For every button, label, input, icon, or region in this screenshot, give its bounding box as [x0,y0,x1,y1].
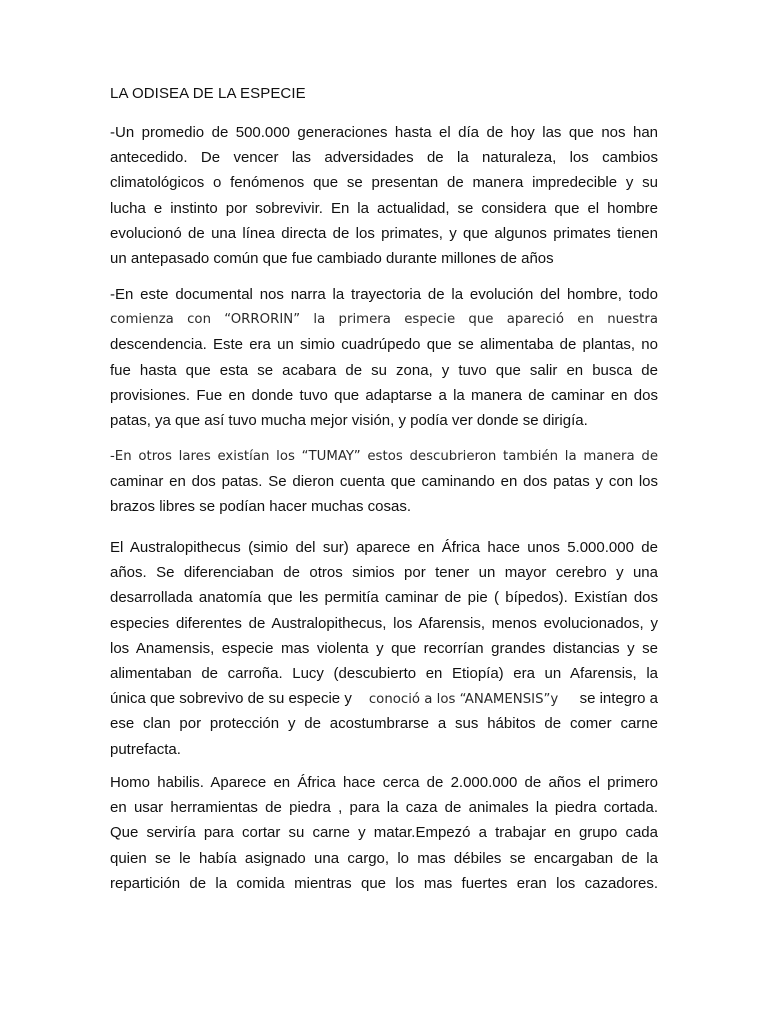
text-segment: conoció a los “ANAMENSIS”y [368,692,563,708]
text-line: ese clan por protección y de acostumbrarse a sus hábitos de comer carne [110,715,658,733]
text-line: Homo habilis. Aparece en África hace cerca de 2.000.000 de años el primero [110,774,658,791]
text-line: putrefacta. [110,740,181,758]
text-line: antecedido. De vencer las adversidades de la naturaleza, los cambios [110,149,658,167]
text-line: especies diferentes de Australopithecus, los Afarensis, menos evolucionados, y [110,614,658,632]
paragraph-2 [110,282,658,433]
text-line: brazos libres se podían hacer muchas cosas. [110,498,411,516]
text-segment: única que sobrevivo de su especie y [110,690,356,708]
text-line-mixed [110,686,658,711]
paragraph-5 [110,770,658,896]
text-line: El Australopithecus (simio del sur) aparece en África hace unos 5.000.000 de [110,539,658,556]
text-line: patas, ya que así tuvo mucha mejor visión, y podía ver donde se dirigía. [110,411,588,429]
text-line: lucha e instinto por sobrevivir. En la actualidad, se considera que el hombre [110,199,658,217]
document-title: LA ODISEA DE LA ESPECIE [110,85,306,102]
text-line: alimentaban de carroña. Lucy (descubierto en Etiopía) era un Afarensis, la [110,664,658,682]
paragraph-3 [110,444,658,520]
text-line: Que serviría para cortar su carne y matar.Empezó a trabajar en grupo cada [110,824,658,842]
text-line: comienza con “ORRORIN” la primera especie que apareció en nuestra [110,312,658,328]
text-line: los Anamensis, especie mas violenta y que recorrían grandes distancias y se [110,639,658,657]
text-line: desarrollada anatomía que les permitía caminar de pie ( bípedos). Existían dos [110,589,658,607]
text-line: evolucionó de una línea directa de los primates, y que algunos primates tienen [110,224,658,242]
text-line: -En otros lares existían los “TUMAY” estos descubrieron también la manera de [110,449,658,464]
text-line: fue hasta que esta se acabara de su zona, y tuvo que salir en busca de [110,361,658,379]
text-line: provisiones. Fue en donde tuvo que adaptarse a la manera de caminar en dos [110,386,658,404]
paragraph-4 [110,535,658,762]
text-line: repartición de la comida mientras que los mas fuertes eran los cazadores. [110,874,658,892]
text-line: climatológicos o fenómenos que se presentan de manera impredecible y su [110,174,658,192]
text-segment: se integro a [575,690,658,708]
text-line: -Un promedio de 500.000 generaciones hasta el día de hoy las que nos han [110,124,658,141]
text-line: -En este documental nos narra la trayectoria de la evolución del hombre, todo [110,286,658,303]
text-line: años. Se diferenciaban de otros simios por tener un mayor cerebro y una [110,564,658,582]
text-line: descendencia. Este era un simio cuadrúpedo que se alimentaba de plantas, no [110,336,658,354]
text-line: un antepasado común que fue cambiado durante millones de años [110,249,554,267]
paragraph-1 [110,120,658,271]
text-line: en usar herramientas de piedra , para la caza de animales la piedra cortada. [110,799,658,817]
text-line: caminar en dos patas. Se dieron cuenta que caminando en dos patas y con los [110,473,658,491]
text-line: quien se le había asignado una cargo, lo mas débiles se encargaban de la [110,849,658,867]
